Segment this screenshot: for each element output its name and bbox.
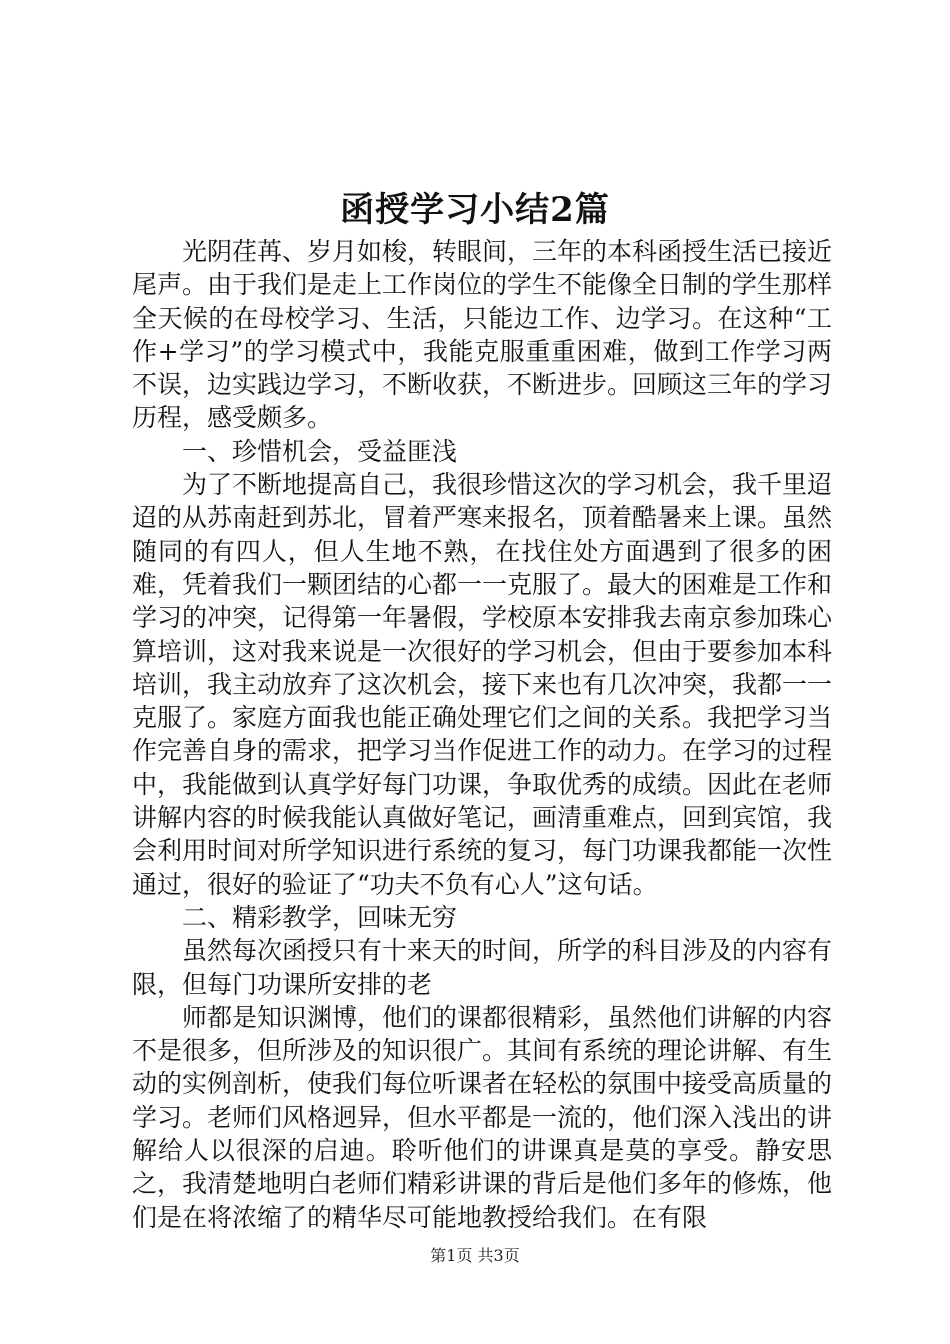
- paragraph-section-2-part-2: 师都是知识渊博，他们的课都很精彩，虽然他们讲解的内容不是很多，但所涉及的知识很广。其间有系统的理论讲解、有生动的实例剖析，使我们每位听课者在轻松的氛围中接受高质量的学习。老师们风格迥异，但水平都是一流的，他们深入浅出的讲解给人以很深的启迪。聆听他们的讲课真是莫的享受。静安思之，我清楚地明白老师们精彩讲课的背后是他们多年的修炼，他们是在将浓缩了的精华尽可能地教授给我们。在有限: [132, 1002, 833, 1232]
- paragraph-intro: 光阴荏苒、岁月如梭，转眼间，三年的本科函授生活已接近尾声。由于我们是走上工作岗位的学生不能像全日制的学生那样全天候的在母校学习、生活，只能边工作、边学习。在这种“工作+学习”的学习模式中，我能克服重重困难，做到工作学习两不误，边实践边学习，不断收获，不断进步。回顾这三年的学习历程，感受颇多。: [132, 237, 833, 433]
- section-heading-2: 二、精彩教学，回味无穷: [182, 902, 458, 932]
- paragraph-section-2-part-1: 虽然每次函授只有十来天的时间，所学的科目涉及的内容有限，但每门功课所安排的老: [132, 936, 833, 999]
- page-number-footer: 第1页 共3页: [430, 1246, 520, 1265]
- paragraph-section-1: 为了不断地提高自己，我很珍惜这次的学习机会，我千里迢迢的从苏南赶到苏北，冒着严寒来报名，顶着酷暑来上课。虽然随同的有四人，但人生地不熟，在找住处方面遇到了很多的困难，凭着我们一颗团结的心都一一克服了。最大的困难是工作和学习的冲突，记得第一年暑假，学校原本安排我去南京参加珠心算培训，这对我来说是一次很好的学习机会，但由于要参加本科培训，我主动放弃了这次机会，接下来也有几次冲突，我都一一克服了。家庭方面我也能正确处理它们之间的关系。我把学习当作完善自身的需求，把学习当作促进工作的动力。在学习的过程中，我能做到认真学好每门功课，争取优秀的成绩。因此在老师讲解内容的时候我能认真做好笔记，画清重难点，回到宾馆，我会利用时间对所学知识进行系统的复习，每门功课我都能一次性通过，很好的验证了“功夫不负有心人”这句话。: [132, 470, 833, 899]
- document-body: [132, 235, 832, 1234]
- document-title: 函授学习小结2篇: [340, 190, 610, 230]
- section-heading-1: 一、珍惜机会，受益匪浅: [182, 436, 458, 466]
